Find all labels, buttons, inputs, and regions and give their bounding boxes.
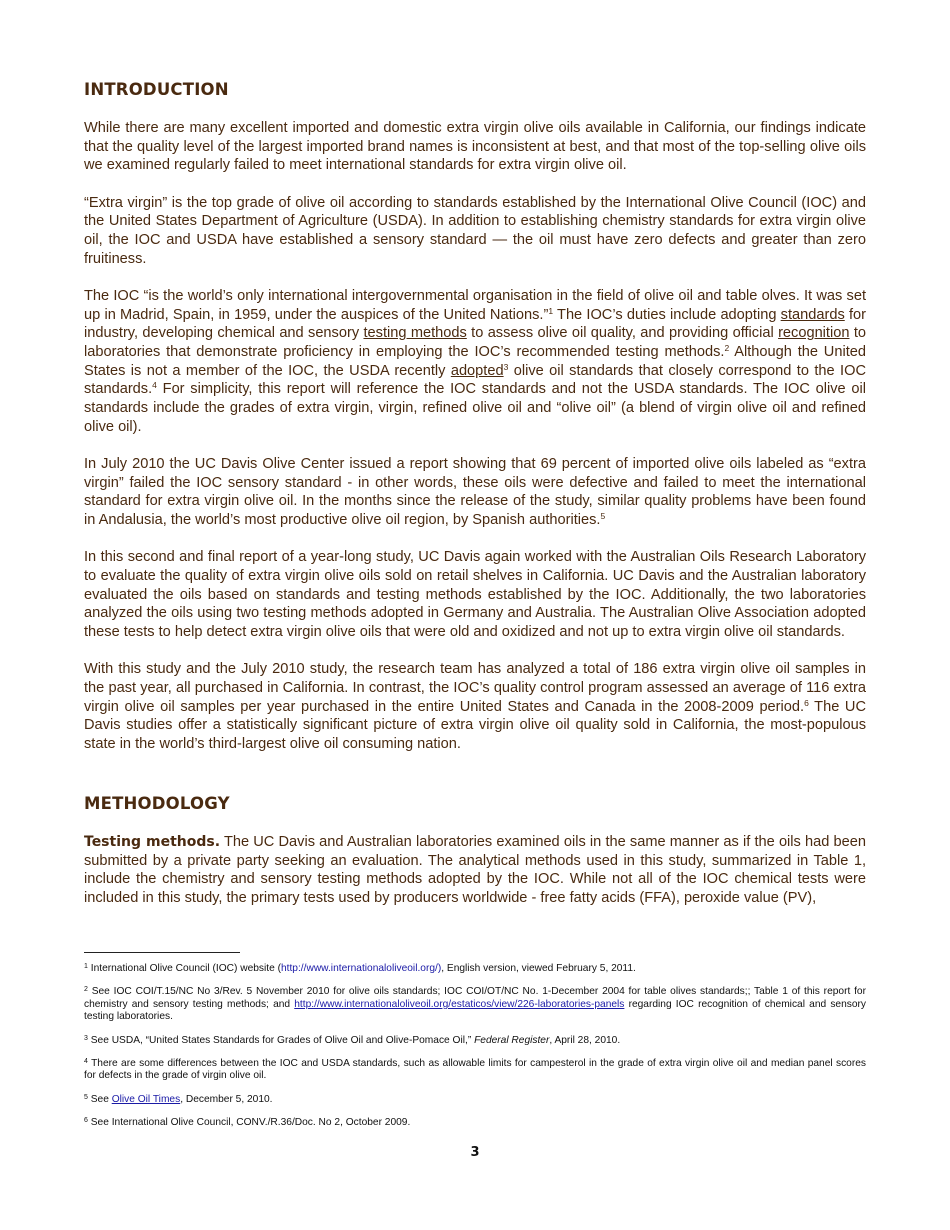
intro-paragraph-6 — [84, 660, 866, 754]
intro-paragraph-3 — [84, 287, 866, 437]
footnote-2 — [84, 986, 866, 1023]
text-span: , English version, viewed February 5, 2011. — [441, 963, 636, 974]
standards-link[interactable]: standards — [780, 306, 845, 323]
footnote-3 — [84, 1035, 866, 1047]
text-span: to laboratories that demonstrate proficiency in employing the IOC’s recommended testing methods. — [84, 325, 866, 361]
page-number: 3 — [470, 1145, 480, 1160]
footnote-number: 1 — [84, 963, 88, 970]
footnote-ref-1[interactable]: 1 — [548, 305, 554, 316]
text-span: For simplicity, this report will reference the IOC standards and not the USDA standards. The IOC olive oil standards include the grades of extra virgin, virgin, refined olive oil and “olive oil” (a blend of virgin olive oil and refined olive oil). — [84, 381, 866, 435]
methodology-paragraph — [84, 833, 866, 908]
footnote-number: 3 — [84, 1034, 88, 1042]
text-span: The UC Davis studies offer a statistically significant picture of extra virgin olive oil quality sold in California, the most-populous state in the world’s third-largest olive oil consuming nation. — [84, 698, 866, 753]
footnote-ref-4[interactable]: 4 — [152, 380, 157, 391]
footnote-ref-2[interactable]: 2 — [724, 343, 730, 354]
adopted-link[interactable]: adopted — [450, 362, 504, 379]
text-span: See USDA, “United States Standards for Grades of Olive Oil and Olive-Pomace Oil,” — [87, 1034, 475, 1046]
text-span: The UC Davis and Australian laboratories examined oils in the same manner as if the oils had been submitted by a private party seeking an evaluation. The analytical methods used in this study, summarized in Table 1, include the chemistry and sensory testing methods adopted by the IOC. While not all of the IOC chemical tests were included in this study, the primary tests used by producers worldwide - free fatty acids (FFA), peroxide value (PV), — [84, 833, 867, 906]
footnote-number: 6 — [84, 1117, 88, 1125]
laboratories-panels-link[interactable]: http://www.internationaloliveoil.org/estaticos/view/226-laboratories-panels — [294, 998, 625, 1010]
footnote-number: 4 — [84, 1058, 88, 1066]
testing-methods-link[interactable]: testing methods — [363, 325, 467, 342]
intro-paragraph-1: While there are many excellent imported and domestic extra virgin olive oils available in California, our findings indicate that the quality level of the largest imported brand names is inconsistent at best, and that most of the top-selling olive oils we examined regularly failed to meet international standards for extra virgin olive oil. — [84, 120, 866, 174]
text-span: The IOC’s duties include adopting — [553, 306, 781, 323]
footnote-ref-6[interactable]: 6 — [804, 697, 809, 708]
text-span: Although the United States is not a member of the IOC, the USDA recently — [84, 344, 866, 379]
text-span: for industry, developing chemical and sensory — [84, 306, 866, 342]
text-span: See — [87, 1093, 112, 1105]
intro-paragraph-5: In this second and final report of a year-long study, UC Davis again worked with the Australian Oils Research Laboratory to evaluate the quality of extra virgin olive oils sold on retail shelves in California. UC Davis and the Australian laboratory evaluated the oils based on standards and testing methods established by the IOC. Additionally, the two laboratories analyzed the oils using two testing methods adopted in Germany and Australia. The Australian Olive Association adopted these tests to help detect extra virgin olive oils that were old and oxidized and not up to extra virgin olive oil standards. — [84, 549, 866, 641]
footnote-4 — [84, 1058, 866, 1083]
olive-oil-times-link[interactable]: Olive Oil Times — [111, 1093, 181, 1105]
footnote-6 — [84, 1117, 866, 1129]
footnote-ref-3[interactable]: 3 — [503, 361, 509, 372]
text-span: See IOC COI/T.15/NC No 3/Rev. 5 November 2010 for olive oils standards; IOC COI/OT/NC No. 1-December 2004 for table olives standards;; Table 1 of this report for chemistry and sensory testing methods; and — [84, 986, 866, 1010]
text-span: The IOC “is the world’s only international intergovernmental organisation in the field of olive oil and table olves. It was set up in Madrid, Spain, in 1959, under the auspices of the United Nations.” — [84, 287, 866, 323]
text-span: There are some differences between the IOC and USDA standards, such as allowable limits for campesterol in the grade of extra virgin olive oil and median panel scores for defects in the grade of virgin olive oil. — [84, 1058, 866, 1082]
footnote-5 — [84, 1094, 866, 1106]
recognition-link[interactable]: recognition — [778, 325, 850, 342]
footnote-divider — [84, 952, 240, 953]
text-span: International Olive Council (IOC) website ( — [87, 963, 281, 974]
testing-methods-lead: Testing methods. — [84, 833, 221, 850]
intro-paragraph-4 — [84, 455, 866, 530]
text-span: , April 28, 2010. — [549, 1034, 621, 1046]
federal-register-title: Federal Register — [474, 1034, 550, 1046]
footnotes — [84, 952, 866, 1141]
text-span: to assess olive oil quality, and providing official — [466, 325, 779, 342]
introduction-heading: INTRODUCTION — [84, 80, 229, 99]
footnote-ref-5[interactable]: 5 — [600, 511, 606, 522]
footnote-number: 2 — [84, 986, 88, 994]
text-span: , December 5, 2010. — [180, 1093, 273, 1105]
footnote-1 — [84, 963, 866, 975]
text-span: olive oil standards that closely correspond to the IOC standards. — [84, 362, 866, 398]
text-span: In July 2010 the UC Davis Olive Center issued a report showing that 69 percent of imported olive oils labeled as “extra virgin” failed the IOC sensory standard - in other words, these oils were defective and failed to meet the international standard for extra virgin olive oil. In the months since the release of the study, similar quality problems have been found in Andalusia, the world’s most productive olive oil region, by Spanish authorities. — [84, 456, 866, 529]
text-span: regarding IOC recognition of chemical and sensory testing laboratories. — [84, 998, 866, 1023]
text-span: See International Olive Council, CONV./R.36/Doc. No 2, October 2009. — [87, 1117, 411, 1129]
intro-paragraph-2: “Extra virgin” is the top grade of olive oil according to standards established by the International Olive Council (IOC) and the United States Department of Agriculture (USDA). In addition to establishing chemistry standards for extra virgin olive oil, the IOC and USDA have established a sensory standard — the oil must have zero defects and greater than zero fruitiness. — [84, 194, 866, 267]
footnote-number: 5 — [84, 1093, 88, 1101]
text-span: With this study and the July 2010 study, the research team has analyzed a total of 186 extra virgin olive oil samples in the past year, all purchased in California. In contrast, the IOC’s quality control program assessed an average of 116 extra virgin olive oil samples per year purchased in the entire United States and Canada in the 2008-2009 period. — [84, 661, 866, 715]
page-body — [84, 80, 866, 908]
ioc-website-link[interactable]: http://www.internationaloliveoil.org/) — [280, 963, 442, 974]
methodology-heading: METHODOLOGY — [84, 793, 230, 813]
